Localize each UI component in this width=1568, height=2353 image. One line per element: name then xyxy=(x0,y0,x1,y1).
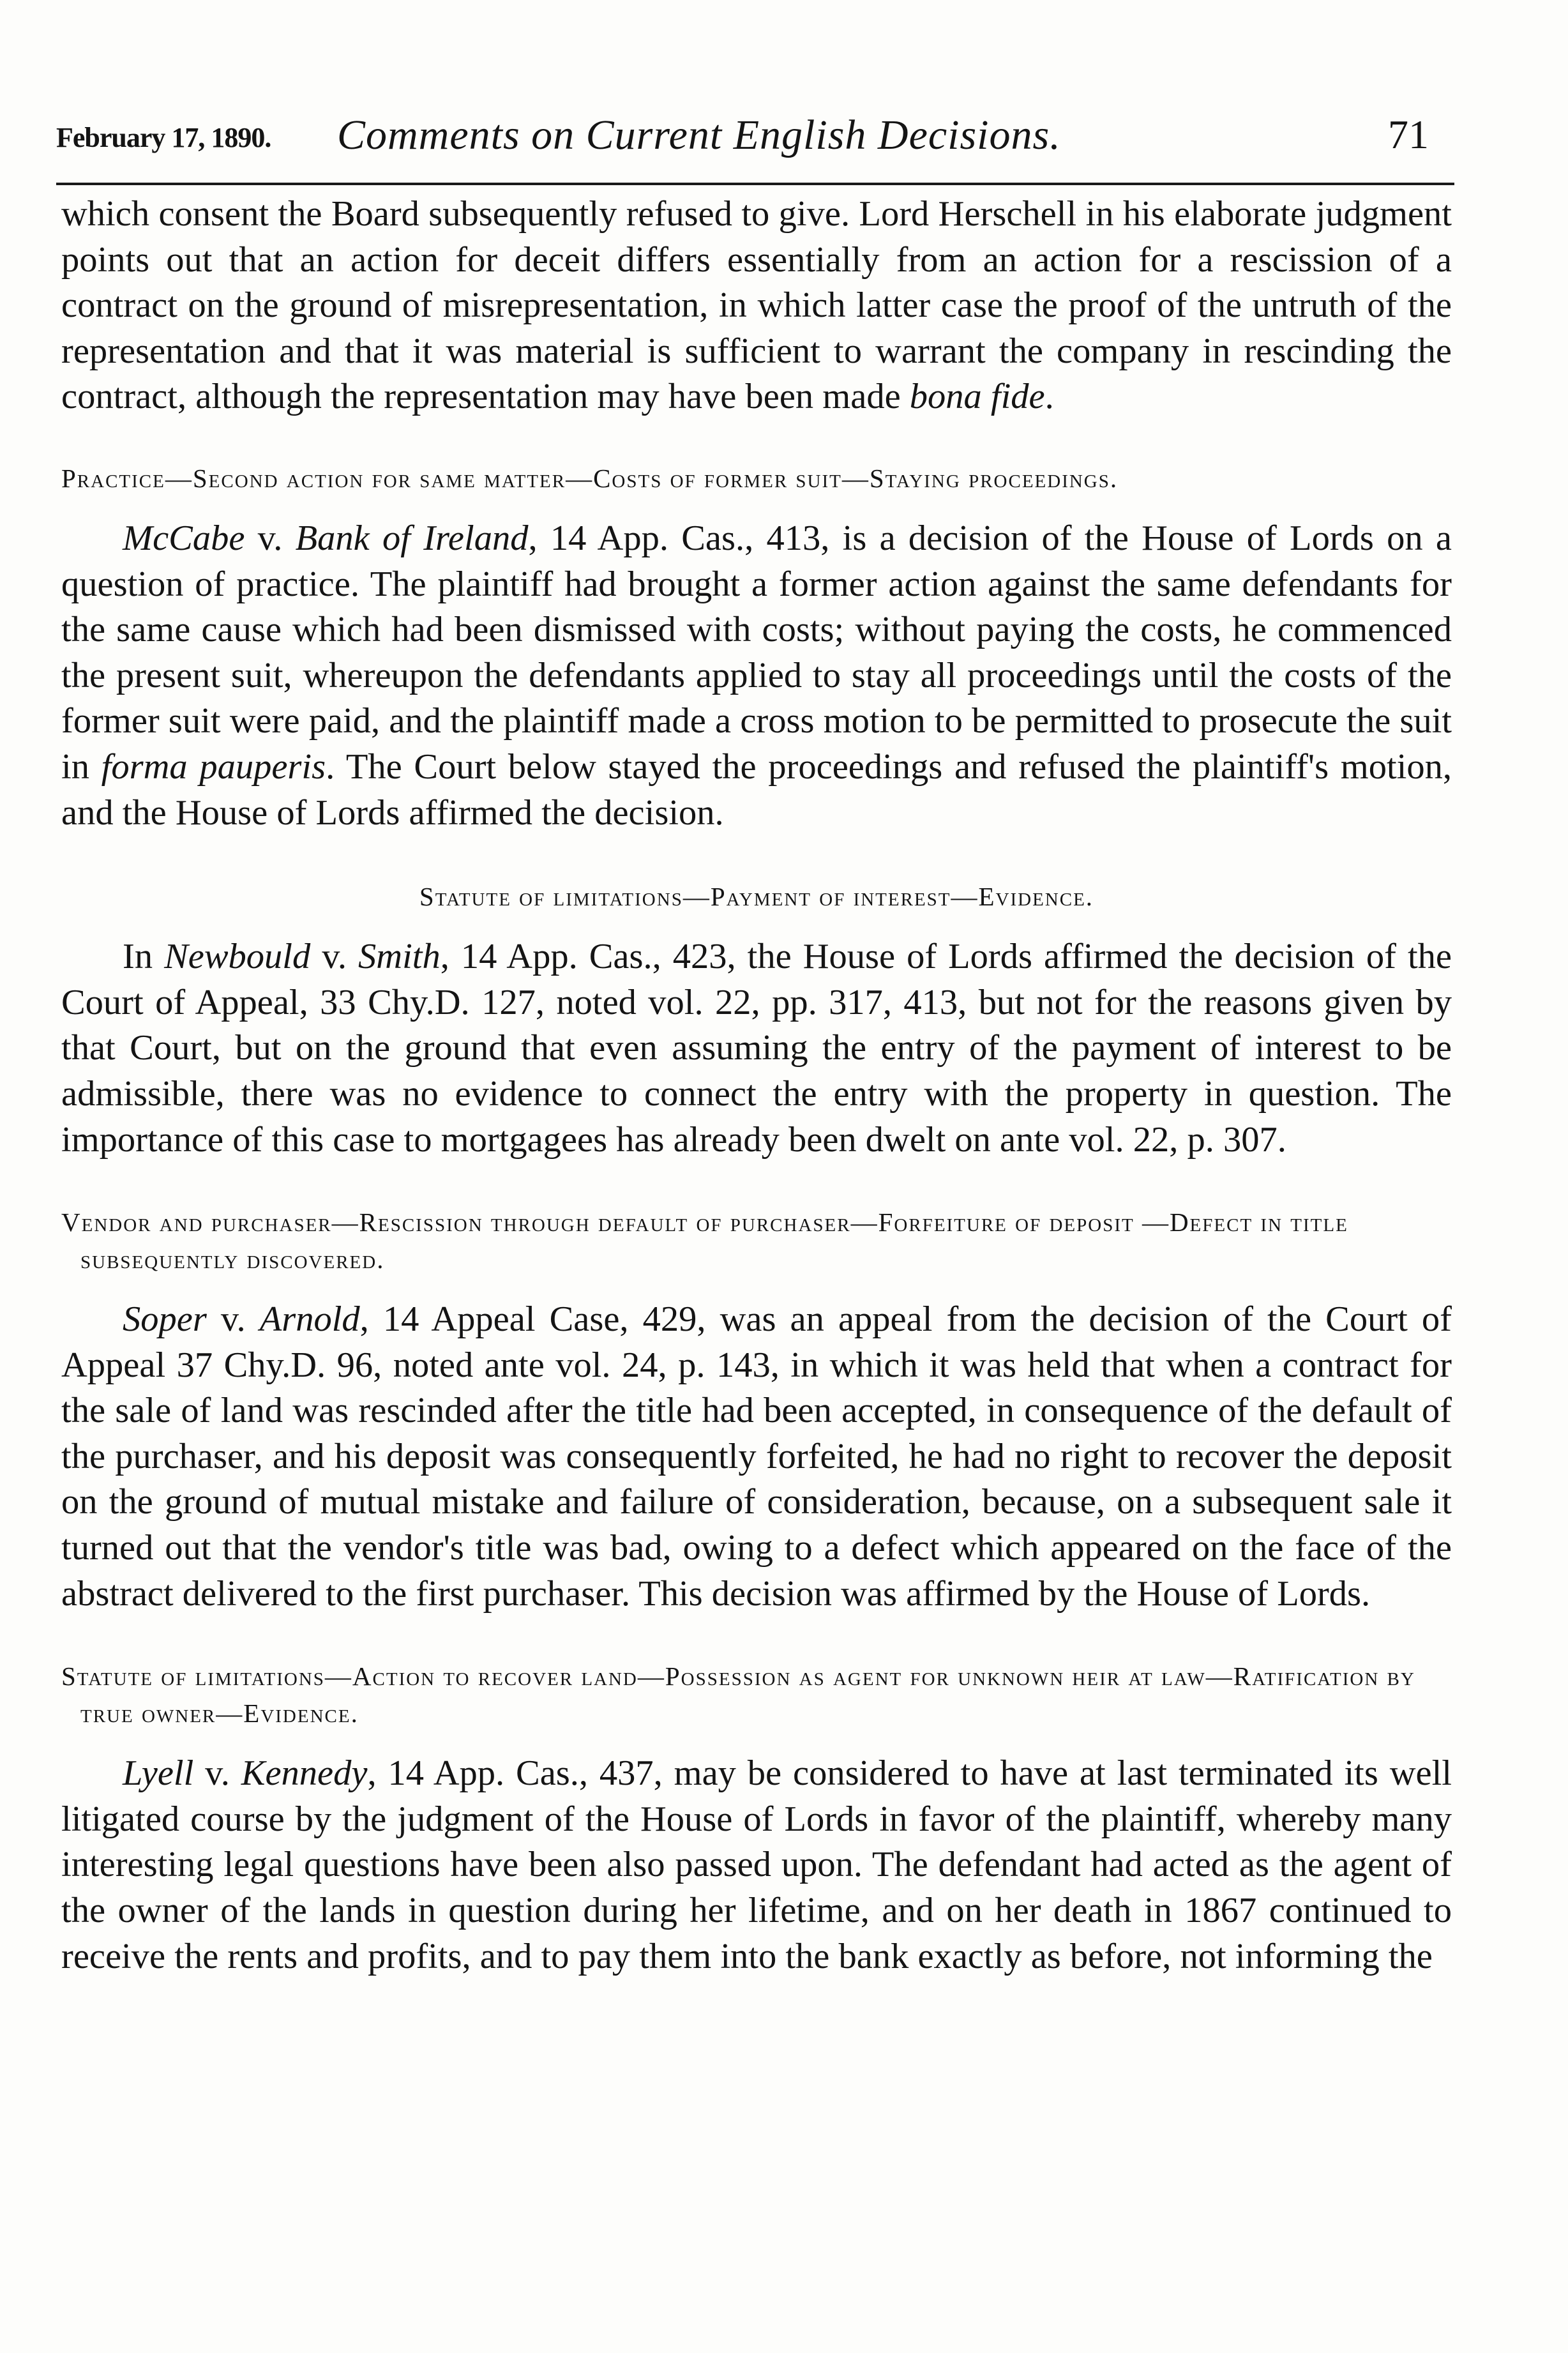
paragraph-text: v. xyxy=(193,1753,241,1794)
paragraph-text: v. xyxy=(310,937,359,977)
header-rule xyxy=(56,183,1454,185)
case-party: Soper xyxy=(123,1299,207,1340)
case-party: Arnold xyxy=(259,1299,360,1340)
case-paragraph-lyell xyxy=(61,1751,1452,1979)
paragraph-text: , 14 App. Cas., 413, is a decision of the House of Lords on a question of practice. The plaintiff had brought a former action against the same defendants for the same cause which had been dismissed with costs; without paying the costs, he commenced the present suit, whereupon the defendants applied to stay all proceedings until the costs of the former suit were paid, and the plaintiff made a cross motion to be permitted to prosecute the suit in xyxy=(61,518,1452,787)
case-party: Kennedy xyxy=(241,1753,368,1794)
paragraph-text: , 14 App. Cas., 437, may be considered to have at last terminated its well litigated course by the judgment of the House of Lords in favor of the plaintiff, whereby many interesting legal questions have been also passed upon. The defendant had acted as the agent of the owner of the lands in question during her lifetime, and on her death in 1867 continued to receive the rents and profits, and to pay them into the bank exactly as before, not informing the xyxy=(61,1753,1452,1976)
case-party: Lyell xyxy=(123,1753,194,1794)
page-number: 71 xyxy=(1388,112,1429,157)
paragraph-text: v. xyxy=(245,518,296,558)
paragraph-text: . The Court below stayed the proceedings and refused the plaintiff's motion, and the House of Lords affirmed the decision. xyxy=(61,746,1452,833)
case-party: McCabe xyxy=(123,518,245,558)
issue-date: February 17, 1890. xyxy=(56,122,271,153)
paragraph-text: . xyxy=(1044,377,1054,417)
section-heading-practice: Practice—Second action for same matter—Costs of former suit—Staying proceedings. xyxy=(61,463,1119,493)
case-party: Bank of Ireland xyxy=(295,518,529,558)
paragraph-text: which consent the Board subsequently refused to give. Lord Herschell in his elaborate judgment points out that an action for deceit differs essentially from an action for a rescission of a contract on the ground of misrepresentation, in which latter case the proof of the untruth of the representation and that it was material is sufficient to warrant the company in rescinding the contract, although the representation may have been made xyxy=(61,194,1452,417)
case-paragraph-mccabe xyxy=(61,516,1452,836)
running-header xyxy=(56,102,1454,179)
page-body xyxy=(61,192,1452,1979)
section-heading-statute-land: Statute of limitations—Action to recover land—Possession as agent for unknown heir at law—Ratification by true owner—Evidence. xyxy=(61,1661,1415,1729)
continuation-paragraph xyxy=(61,192,1452,420)
italic-term: forma pauperis xyxy=(101,746,326,787)
case-party: Newbould xyxy=(164,937,311,977)
case-party: Smith xyxy=(358,937,441,977)
paragraph-text: v. xyxy=(206,1299,260,1340)
paragraph-text: , 14 Appeal Case, 429, was an appeal from the decision of the Court of Appeal 37 Chy.D. 96, noted ante vol. 24, p. 143, in which it was held that when a contract for the sale of land was rescinded after the title had been accepted, in consequence of the default of the purchaser, and his deposit was consequently forfeited, he had no right to recover the deposit on the ground of mutual mistake and failure of consideration, because, on a subsequent sale it turned out that the vendor's title was bad, owing to a defect which appeared on the face of the abstract delivered to the first purchaser. This decision was affirmed by the House of Lords. xyxy=(61,1299,1452,1614)
paragraph-text: , 14 App. Cas., 423, the House of Lords affirmed the decision of the Court of Appeal, 33 Chy.D. 127, noted vol. 22, pp. 317, 413, but not for the reasons given by that Court, but on the ground that even assuming the entry of the payment of interest to be admissible, there was no evidence to connect the entry with the property in question. The importance of this case to mortgagees has already been dwelt on ante vol. 22, p. 307. xyxy=(61,937,1452,1160)
running-title: Comments on Current English Decisions. xyxy=(337,112,1061,158)
section-heading-vendor-purchaser: Vendor and purchaser—Rescission through default of purchaser—Forfeiture of deposit —Defect in title subsequently discovered. xyxy=(61,1207,1348,1275)
italic-term: bona fide xyxy=(909,377,1045,417)
case-paragraph-newbould xyxy=(61,934,1452,1163)
section-heading-statute-interest: Statute of limitations—Payment of interest—Evidence. xyxy=(419,882,1094,912)
paragraph-text: In xyxy=(123,937,165,977)
case-paragraph-soper xyxy=(61,1297,1452,1617)
